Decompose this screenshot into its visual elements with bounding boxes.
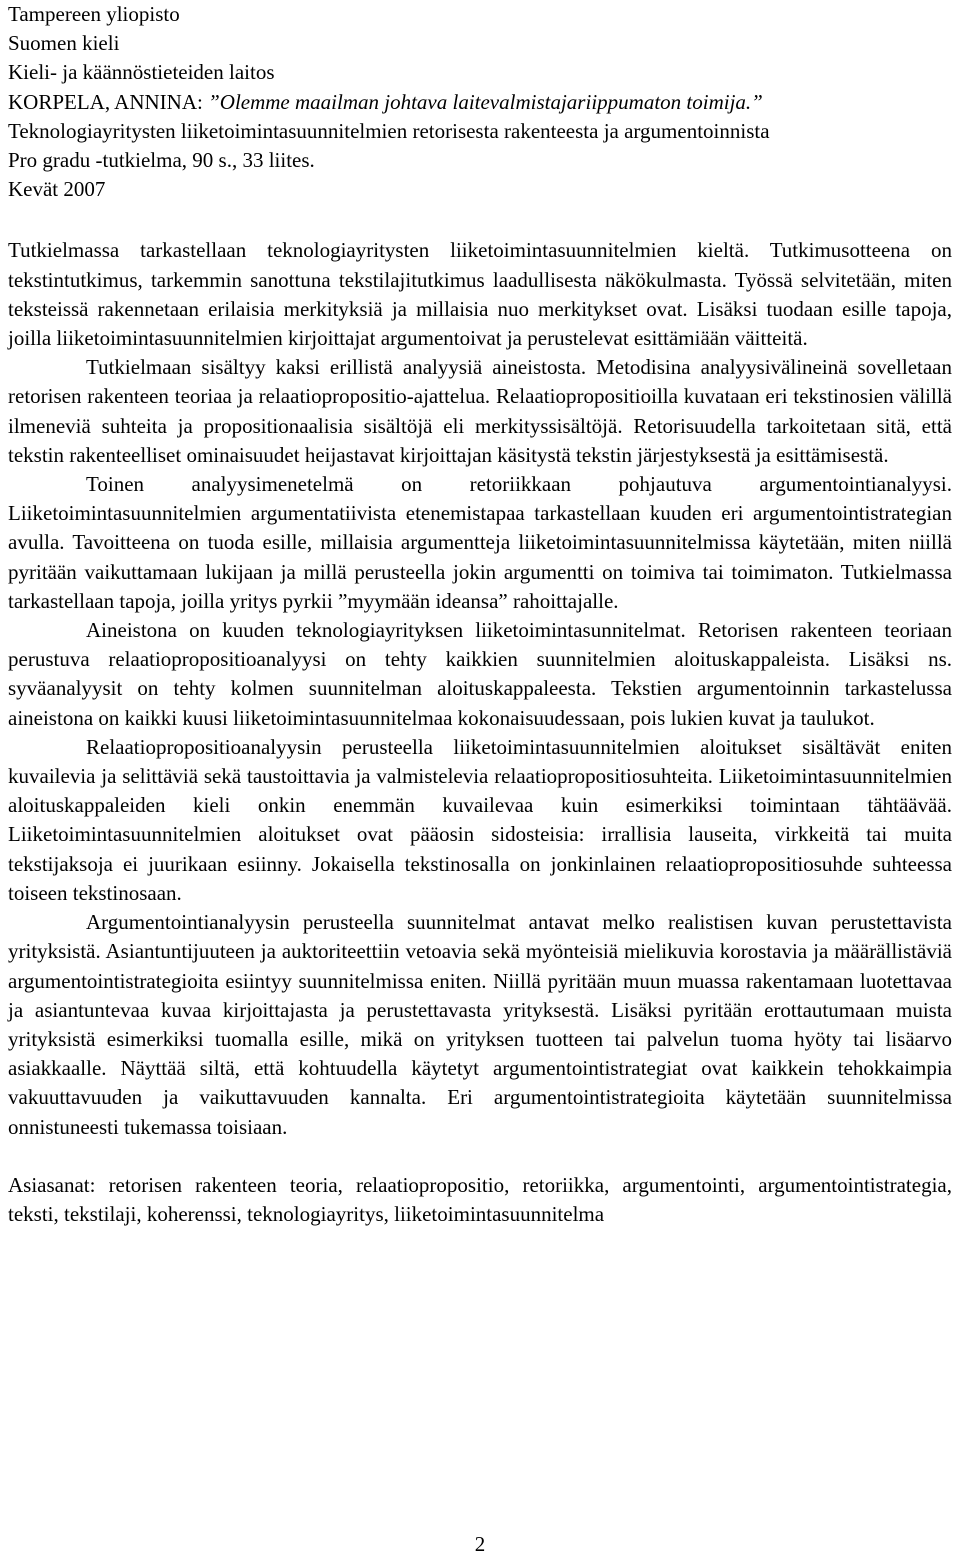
abstract-paragraph-3: Toinen analyysimenetelmä on retoriikkaan pohjautuva argumentointianalyysi. Liiketoimintasuunnitelmien argumentatiivista etenemistapaa tarkastellaan kuuden eri argumentointistrategian avulla. Tavoitteena on tuoda esille, millaisia argumentteja liiketoimintasuunnitelmissa käytetään, miten niillä pyritään vaikuttamaan lukijaan ja millä perusteella jokin argumentti on toimiva tai toimimaton. Tutkielmassa tarkastellaan tapoja, joilla yritys pyrkii ”myymään ideansa” rahoittajalle. — [8, 472, 952, 613]
department-line: Kieli- ja käännöstieteiden laitos — [8, 60, 275, 85]
subtitle-line: Teknologiayritysten liiketoimintasuunnitelmien retorisesta rakenteesta ja argumentoinnista — [8, 118, 770, 143]
university-line: Tampereen yliopisto — [8, 2, 180, 26]
page-number: 2 — [474, 1532, 486, 1556]
thesis-title: ”Olemme maailman johtava laitevalmistajariippumaton toimija.” — [208, 89, 763, 114]
keywords-paragraph: Asiasanat: retorisen rakenteen teoria, relaatiopropositio, retoriikka, argumentointi, argumentointistrategia, teksti, tekstilaji, koherenssi, teknologiayritys, liiketoimintasuunnitelma — [8, 1172, 952, 1226]
thesis-info-line: Pro gradu -tutkielma, 90 s., 33 liites. — [8, 148, 315, 173]
author-name: KORPELA, ANNINA: — [8, 89, 209, 114]
document-page — [8, 0, 952, 1229]
abstract-paragraph-4: Aineistona on kuuden teknologiayrityksen liiketoimintasunnitelmat. Retorisen rakenteen teoriaan perustuva relaatiopropositioanalyysi on tehty kaikkien suunnitelmien aloituskappaleista. Lisäksi ns. syväanalyysit on tehty kolmen suunnitelman aloituskappaleesta. Tekstien argumentoinnin tarkastelussa aineistona on kaikki kuusi liiketoimintasuunnitelmaa kokonaisuudessaan, pois lukien kuvat ja taulukot. — [8, 618, 952, 730]
abstract-paragraph-2: Tutkielmaan sisältyy kaksi erillistä analyysiä aineistosta. Metodisina analyysivälineinä sovelletaan retorisen rakenteen teoriaa ja relaatiopropositio-ajattelua. Relaatiopropositioilla kuvataan eri tekstinosien välillä ilmeneviä suhteita ja propositionaalisia sisältöjä eli merkityssisältöjä. Retorisuudella tarkoitetaan sitä, että tekstin rakenteelliset ominaisuudet heijastavat kirjoittajan käsitystä tekstin järjestyksestä ja esittämisestä. — [8, 355, 952, 467]
date-line: Kevät 2007 — [8, 177, 106, 202]
subject-line: Suomen kieli — [8, 31, 120, 56]
abstract-paragraph-1: Tutkielmassa tarkastellaan teknologiayritysten liiketoimintasuunnitelmien kieltä. Tutkimusotteena on tekstintutkimus, tarkemmin sanottuna tekstilajitutkimus laadullisesta näkökulmasta. Työssä selvitetään, miten teksteissä rakennetaan erilaisia merkityksiä ja millaisia nuo merkitykset ovat. Lisäksi tuodaan esille tapoja, joilla liiketoimintasuunnitelmien kirjoittajat argumentoivat ja perustelevat esittämiään väitteitä. — [8, 238, 952, 351]
abstract-paragraph-5: Relaatiopropositioanalyysin perusteella liiketoimintasuunnitelmien aloitukset sisältävät eniten kuvailevia ja selittäviä sekä taustoittavia ja valmistelevia relaatiopropositiosuhteita. Liiketoimintasuunnitelmien aloituskappaleiden kieli onkin enemmän kuvailevaa kuin esimerkiksi toimintaan tähtäävää. Liiketoimintasuunnitelmien aloitukset ovat pääosin sidosteisia: irrallisia lauseita, virkkeitä tai muita tekstijaksoja ei juurikaan esiinny. Jokaisella tekstinosalla on jonkinlainen relaatiopropositiosuhde suhteessa toiseen tekstinosaan. — [8, 734, 952, 905]
author-title-line — [8, 88, 952, 117]
abstract-paragraph-6: Argumentointianalyysin perusteella suunnitelmat antavat melko realistisen kuvan perustettavista yrityksistä. Asiantuntijuuteen ja auktoriteettiin vetoavia sekä myönteisiä mielikuvia korostavia ja määrällistäviä argumentointistrategioita esiintyy suunnitelmissa eniten. Niillä pyritään muun muassa rakentamaan luotettavaa ja asiantuntevaa kuvaa kirjoittajasta ja perustettavasta yrityksestä. Lisäksi pyritään erottautumaan muista yrityksistä esimerkiksi tuomalla esille, mikä on yrityksen tuotteen tai palvelun tuoma hyöty tai lisäarvo asiakkaalle. Näyttää siltä, että kohtuudella käytetyt argumentointistrategiat ovat kaikkein tehokkaimpia vakuuttavuuden ja vaikuttavuuden kannalta. Eri argumentointistrategioita käytetään suunnitelmissa onnistuneesti tukemassa toisiaan. — [8, 910, 952, 1139]
